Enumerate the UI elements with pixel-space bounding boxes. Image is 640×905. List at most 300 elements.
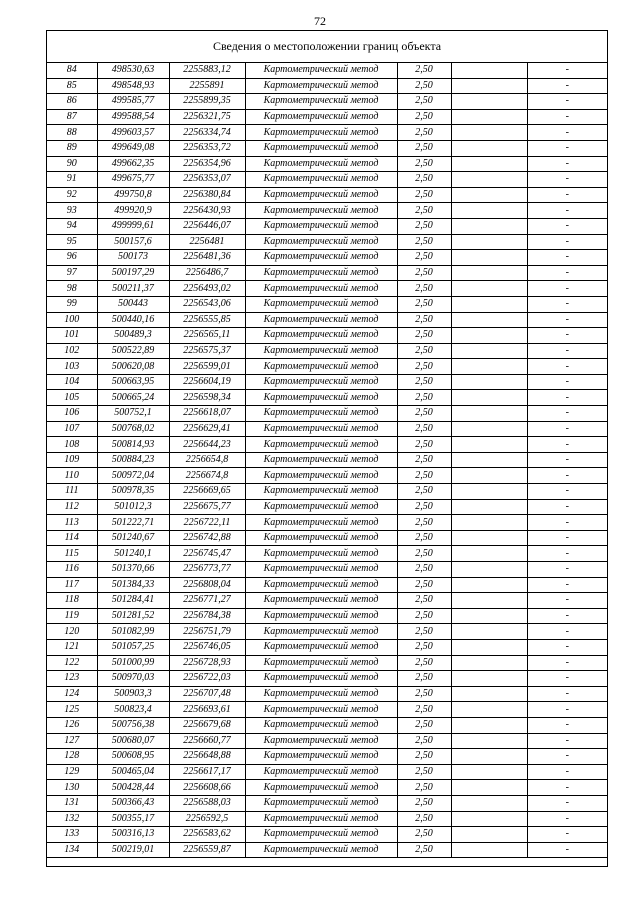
x-coordinate-cell: 500366,43 [97,795,169,811]
method-cell: Картометрический метод [245,717,397,733]
method-cell: Картометрический метод [245,780,397,796]
method-cell: Картометрический метод [245,296,397,312]
y-coordinate-cell: 2256629,41 [169,421,245,437]
y-coordinate-cell: 2256675,77 [169,499,245,515]
dash-cell: - [527,702,607,718]
point-number-cell: 116 [47,562,97,578]
table-row [47,452,607,468]
point-number-cell: 134 [47,842,97,858]
table-row [47,530,607,546]
dash-cell: - [527,172,607,188]
table-row [47,125,607,141]
point-number-cell: 109 [47,452,97,468]
point-number-cell: 120 [47,624,97,640]
empty-cell [451,125,527,141]
y-coordinate-cell: 2256654,8 [169,452,245,468]
x-coordinate-cell: 500768,02 [97,421,169,437]
dash-cell: - [527,593,607,609]
method-cell: Картометрический метод [245,421,397,437]
y-coordinate-cell: 2256555,85 [169,312,245,328]
point-number-cell: 133 [47,827,97,843]
empty-cell [451,328,527,344]
y-coordinate-cell: 2256617,17 [169,764,245,780]
y-coordinate-cell: 2256486,7 [169,265,245,281]
x-coordinate-cell: 500823,4 [97,702,169,718]
x-coordinate-cell: 500465,04 [97,764,169,780]
table-row [47,468,607,484]
accuracy-cell: 2,50 [397,234,451,250]
point-number-cell: 96 [47,250,97,266]
x-coordinate-cell: 500978,35 [97,484,169,500]
point-number-cell: 115 [47,546,97,562]
table-row [47,780,607,796]
method-cell: Картометрический метод [245,187,397,203]
y-coordinate-cell: 2256604,19 [169,374,245,390]
point-number-cell: 107 [47,421,97,437]
x-coordinate-cell: 500522,89 [97,343,169,359]
x-coordinate-cell: 500219,01 [97,842,169,858]
x-coordinate-cell: 501281,52 [97,608,169,624]
table-row [47,94,607,110]
x-coordinate-cell: 500443 [97,296,169,312]
empty-cell [451,343,527,359]
point-number-cell: 86 [47,94,97,110]
empty-cell [451,795,527,811]
x-coordinate-cell: 501284,41 [97,593,169,609]
accuracy-cell: 2,50 [397,577,451,593]
point-number-cell: 126 [47,717,97,733]
method-cell: Картометрический метод [245,218,397,234]
y-coordinate-cell: 2256575,37 [169,343,245,359]
method-cell: Картометрический метод [245,624,397,640]
dash-cell: - [527,468,607,484]
dash-cell: - [527,109,607,125]
dash-cell: - [527,764,607,780]
accuracy-cell: 2,50 [397,203,451,219]
point-number-cell: 112 [47,499,97,515]
x-coordinate-cell: 500756,38 [97,717,169,733]
empty-cell [451,437,527,453]
empty-cell [451,390,527,406]
method-cell: Картометрический метод [245,234,397,250]
point-number-cell: 104 [47,374,97,390]
empty-cell [451,172,527,188]
accuracy-cell: 2,50 [397,156,451,172]
accuracy-cell: 2,50 [397,827,451,843]
y-coordinate-cell: 2255899,35 [169,94,245,110]
y-coordinate-cell: 2256543,06 [169,296,245,312]
x-coordinate-cell: 501222,71 [97,515,169,531]
table-row [47,78,607,94]
method-cell: Картометрический метод [245,827,397,843]
y-coordinate-cell: 2256481 [169,234,245,250]
dash-cell: - [527,811,607,827]
dash-cell: - [527,296,607,312]
table-row [47,234,607,250]
table-row [47,109,607,125]
method-cell: Картометрический метод [245,842,397,858]
dash-cell: - [527,203,607,219]
table-row [47,717,607,733]
point-number-cell: 95 [47,234,97,250]
x-coordinate-cell: 500903,3 [97,686,169,702]
table-row [47,312,607,328]
table-row [47,374,607,390]
empty-cell [451,608,527,624]
point-number-cell: 130 [47,780,97,796]
y-coordinate-cell: 2256608,66 [169,780,245,796]
dash-cell: - [527,655,607,671]
point-number-cell: 131 [47,795,97,811]
x-coordinate-cell: 500157,6 [97,234,169,250]
accuracy-cell: 2,50 [397,328,451,344]
table-row [47,593,607,609]
table-row [47,515,607,531]
empty-cell [451,156,527,172]
table-row [47,218,607,234]
method-cell: Картометрический метод [245,546,397,562]
point-number-cell: 119 [47,608,97,624]
empty-cell [451,374,527,390]
method-cell: Картометрический метод [245,530,397,546]
method-cell: Картометрический метод [245,562,397,578]
y-coordinate-cell: 2256722,11 [169,515,245,531]
y-coordinate-cell: 2256773,77 [169,562,245,578]
accuracy-cell: 2,50 [397,281,451,297]
page-number: 72 [314,14,326,28]
table-row [47,624,607,640]
y-coordinate-cell: 2256745,47 [169,546,245,562]
table-row [47,296,607,312]
point-number-cell: 90 [47,156,97,172]
table-row [47,546,607,562]
empty-cell [451,530,527,546]
method-cell: Картометрический метод [245,452,397,468]
table-row [47,421,607,437]
point-number-cell: 103 [47,359,97,375]
table-row [47,671,607,687]
table-row [47,577,607,593]
dash-cell: - [527,452,607,468]
dash-cell: - [527,63,607,78]
point-number-cell: 124 [47,686,97,702]
empty-cell [451,593,527,609]
accuracy-cell: 2,50 [397,842,451,858]
accuracy-cell: 2,50 [397,795,451,811]
method-cell: Картометрический метод [245,811,397,827]
dash-cell: - [527,577,607,593]
accuracy-cell: 2,50 [397,546,451,562]
coordinates-table [47,63,607,858]
method-cell: Картометрический метод [245,577,397,593]
method-cell: Картометрический метод [245,359,397,375]
x-coordinate-cell: 500440,16 [97,312,169,328]
table-row [47,281,607,297]
x-coordinate-cell: 501012,3 [97,499,169,515]
table-row [47,63,607,78]
table-row [47,359,607,375]
dash-cell: - [527,140,607,156]
x-coordinate-cell: 500355,17 [97,811,169,827]
point-number-cell: 121 [47,639,97,655]
y-coordinate-cell: 2256353,07 [169,172,245,188]
method-cell: Картометрический метод [245,733,397,749]
dash-cell: - [527,733,607,749]
accuracy-cell: 2,50 [397,749,451,765]
x-coordinate-cell: 500814,93 [97,437,169,453]
y-coordinate-cell: 2256648,88 [169,749,245,765]
empty-cell [451,764,527,780]
method-cell: Картометрический метод [245,250,397,266]
point-number-cell: 101 [47,328,97,344]
method-cell: Картометрический метод [245,343,397,359]
empty-cell [451,218,527,234]
point-number-cell: 127 [47,733,97,749]
accuracy-cell: 2,50 [397,406,451,422]
method-cell: Картометрический метод [245,702,397,718]
dash-cell: - [527,717,607,733]
dash-cell: - [527,218,607,234]
dash-cell: - [527,343,607,359]
y-coordinate-cell: 2256808,04 [169,577,245,593]
x-coordinate-cell: 499588,54 [97,109,169,125]
table-row [47,265,607,281]
empty-cell [451,733,527,749]
point-number-cell: 118 [47,593,97,609]
x-coordinate-cell: 499675,77 [97,172,169,188]
dash-cell: - [527,530,607,546]
accuracy-cell: 2,50 [397,452,451,468]
method-cell: Картометрический метод [245,608,397,624]
method-cell: Картометрический метод [245,655,397,671]
dash-cell: - [527,624,607,640]
accuracy-cell: 2,50 [397,187,451,203]
y-coordinate-cell: 2256592,5 [169,811,245,827]
table-row [47,250,607,266]
table-row [47,499,607,515]
empty-cell [451,109,527,125]
empty-cell [451,452,527,468]
accuracy-cell: 2,50 [397,218,451,234]
accuracy-cell: 2,50 [397,437,451,453]
method-cell: Картометрический метод [245,78,397,94]
table-row [47,639,607,655]
method-cell: Картометрический метод [245,484,397,500]
x-coordinate-cell: 501057,25 [97,639,169,655]
point-number-cell: 113 [47,515,97,531]
dash-cell: - [527,437,607,453]
accuracy-cell: 2,50 [397,733,451,749]
empty-cell [451,296,527,312]
dash-cell: - [527,842,607,858]
x-coordinate-cell: 500428,44 [97,780,169,796]
y-coordinate-cell: 2256618,07 [169,406,245,422]
empty-cell [451,78,527,94]
dash-cell: - [527,686,607,702]
x-coordinate-cell: 501000,99 [97,655,169,671]
x-coordinate-cell: 500173 [97,250,169,266]
empty-cell [451,811,527,827]
x-coordinate-cell: 499662,35 [97,156,169,172]
empty-cell [451,187,527,203]
dash-cell: - [527,156,607,172]
y-coordinate-cell: 2256446,07 [169,218,245,234]
x-coordinate-cell: 499920,9 [97,203,169,219]
empty-cell [451,639,527,655]
method-cell: Картометрический метод [245,265,397,281]
x-coordinate-cell: 498530,63 [97,63,169,78]
point-number-cell: 98 [47,281,97,297]
y-coordinate-cell: 2256728,93 [169,655,245,671]
dash-cell: - [527,562,607,578]
y-coordinate-cell: 2256430,93 [169,203,245,219]
empty-cell [451,281,527,297]
dash-cell: - [527,374,607,390]
method-cell: Картометрический метод [245,172,397,188]
dash-cell: - [527,312,607,328]
empty-cell [451,842,527,858]
y-coordinate-cell: 2256565,11 [169,328,245,344]
x-coordinate-cell: 500884,23 [97,452,169,468]
method-cell: Картометрический метод [245,515,397,531]
point-number-cell: 97 [47,265,97,281]
table-row [47,842,607,858]
accuracy-cell: 2,50 [397,717,451,733]
x-coordinate-cell: 500211,37 [97,281,169,297]
empty-cell [451,140,527,156]
accuracy-cell: 2,50 [397,312,451,328]
method-cell: Картометрический метод [245,203,397,219]
accuracy-cell: 2,50 [397,499,451,515]
y-coordinate-cell: 2256354,96 [169,156,245,172]
table-row [47,172,607,188]
accuracy-cell: 2,50 [397,390,451,406]
point-number-cell: 89 [47,140,97,156]
point-number-cell: 129 [47,764,97,780]
x-coordinate-cell: 500489,3 [97,328,169,344]
accuracy-cell: 2,50 [397,374,451,390]
x-coordinate-cell: 501082,99 [97,624,169,640]
y-coordinate-cell: 2256771,27 [169,593,245,609]
y-coordinate-cell: 2256481,36 [169,250,245,266]
table-row [47,764,607,780]
accuracy-cell: 2,50 [397,624,451,640]
y-coordinate-cell: 2256380,84 [169,187,245,203]
point-number-cell: 94 [47,218,97,234]
method-cell: Картометрический метод [245,639,397,655]
x-coordinate-cell: 500970,03 [97,671,169,687]
x-coordinate-cell: 500665,24 [97,390,169,406]
point-number-cell: 122 [47,655,97,671]
accuracy-cell: 2,50 [397,140,451,156]
y-coordinate-cell: 2256493,02 [169,281,245,297]
method-cell: Картометрический метод [245,593,397,609]
method-cell: Картометрический метод [245,468,397,484]
table-row [47,390,607,406]
table-row [47,562,607,578]
dash-cell: - [527,328,607,344]
accuracy-cell: 2,50 [397,296,451,312]
x-coordinate-cell: 498548,93 [97,78,169,94]
point-number-cell: 110 [47,468,97,484]
dash-cell: - [527,359,607,375]
method-cell: Картометрический метод [245,764,397,780]
empty-cell [451,655,527,671]
empty-cell [451,577,527,593]
point-number-cell: 105 [47,390,97,406]
empty-cell [451,406,527,422]
x-coordinate-cell: 500316,13 [97,827,169,843]
table-row [47,655,607,671]
dash-cell: - [527,390,607,406]
dash-cell: - [527,78,607,94]
point-number-cell: 106 [47,406,97,422]
dash-cell: - [527,780,607,796]
point-number-cell: 85 [47,78,97,94]
accuracy-cell: 2,50 [397,655,451,671]
y-coordinate-cell: 2256751,79 [169,624,245,640]
accuracy-cell: 2,50 [397,250,451,266]
accuracy-cell: 2,50 [397,94,451,110]
dash-cell: - [527,515,607,531]
point-number-cell: 114 [47,530,97,546]
method-cell: Картометрический метод [245,406,397,422]
empty-cell [451,63,527,78]
empty-cell [451,515,527,531]
accuracy-cell: 2,50 [397,562,451,578]
y-coordinate-cell: 2256693,61 [169,702,245,718]
dash-cell: - [527,234,607,250]
table-row [47,406,607,422]
table-row [47,686,607,702]
method-cell: Картометрический метод [245,437,397,453]
empty-cell [451,717,527,733]
point-number-cell: 100 [47,312,97,328]
method-cell: Картометрический метод [245,94,397,110]
method-cell: Картометрический метод [245,328,397,344]
dash-cell: - [527,484,607,500]
point-number-cell: 92 [47,187,97,203]
accuracy-cell: 2,50 [397,686,451,702]
empty-cell [451,562,527,578]
y-coordinate-cell: 2256679,68 [169,717,245,733]
accuracy-cell: 2,50 [397,468,451,484]
x-coordinate-cell: 499750,8 [97,187,169,203]
accuracy-cell: 2,50 [397,811,451,827]
method-cell: Картометрический метод [245,795,397,811]
point-number-cell: 87 [47,109,97,125]
y-coordinate-cell: 2256746,05 [169,639,245,655]
empty-cell [451,484,527,500]
table-row [47,328,607,344]
empty-cell [451,234,527,250]
y-coordinate-cell: 2256707,48 [169,686,245,702]
point-number-cell: 99 [47,296,97,312]
empty-cell [451,359,527,375]
empty-cell [451,702,527,718]
dash-cell: - [527,671,607,687]
empty-cell [451,780,527,796]
point-number-cell: 91 [47,172,97,188]
dash-cell: - [527,749,607,765]
accuracy-cell: 2,50 [397,125,451,141]
dash-cell: - [527,421,607,437]
accuracy-cell: 2,50 [397,780,451,796]
empty-cell [451,203,527,219]
method-cell: Картометрический метод [245,63,397,78]
accuracy-cell: 2,50 [397,172,451,188]
accuracy-cell: 2,50 [397,702,451,718]
